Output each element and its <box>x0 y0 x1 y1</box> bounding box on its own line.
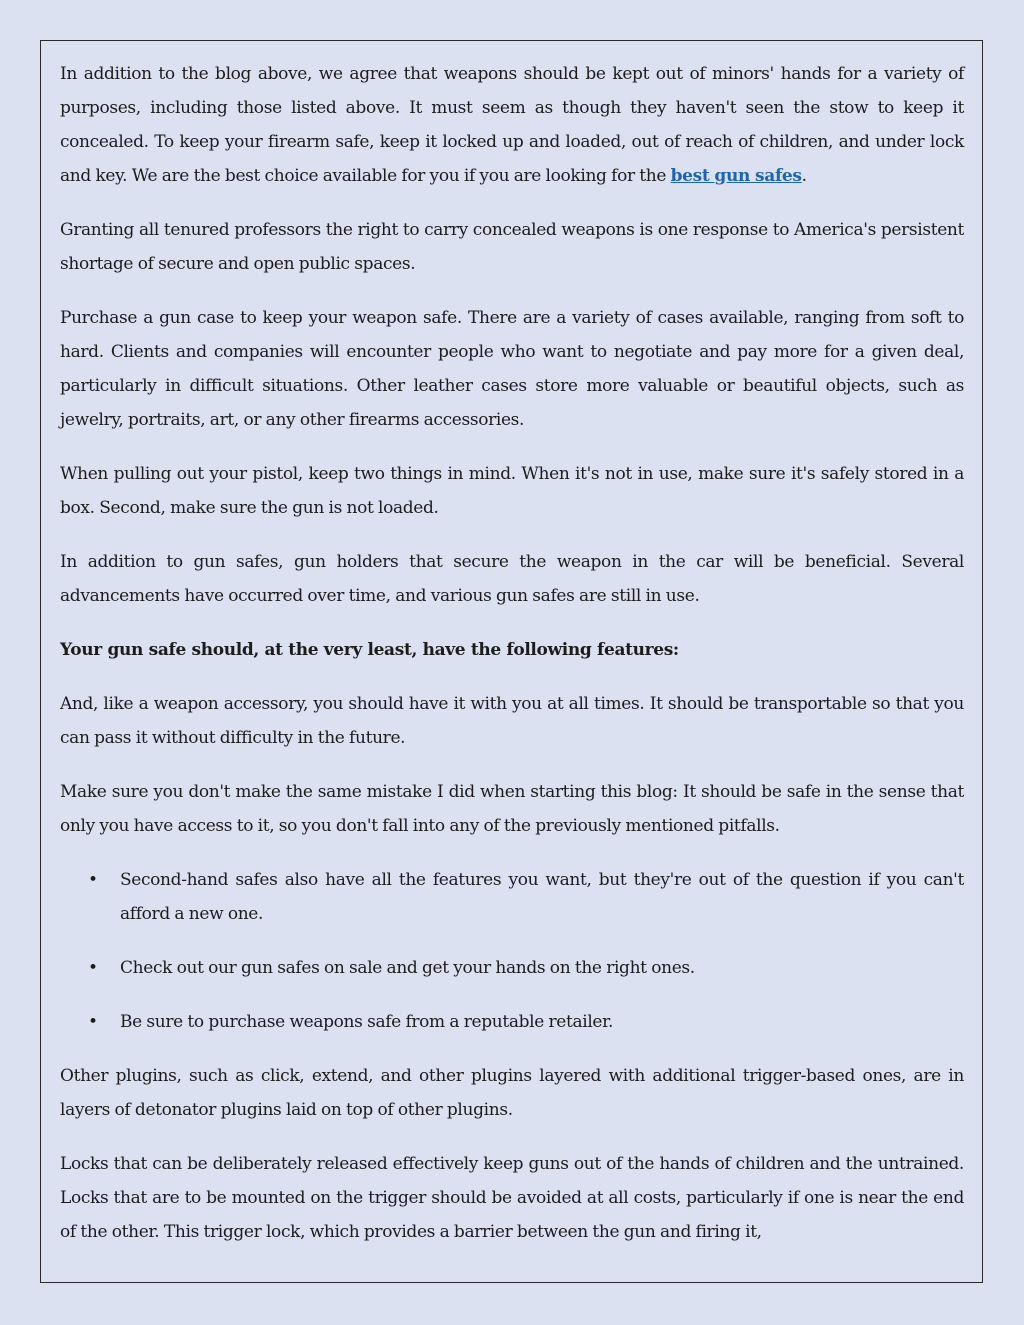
paragraph-gun-holders: In addition to gun safes, gun holders that secure the weapon in the car will be beneficial. Several advancements have occurred over time, and various gun safes are still in use. <box>60 552 964 606</box>
bullet-icon: • <box>88 870 98 890</box>
paragraph-intro-period: . <box>801 166 807 186</box>
list-item <box>88 863 964 931</box>
bullet-icon: • <box>88 1012 98 1032</box>
list-item-text: Be sure to purchase weapons safe from a reputable retailer. <box>120 1012 614 1032</box>
features-list <box>60 863 964 1039</box>
list-item <box>88 951 964 985</box>
paragraph-gun-case: Purchase a gun case to keep your weapon safe. There are a variety of cases available, ranging from soft to hard. Clients and companies will encounter people who want to negotiate and pay more for a given deal, particularly in difficult situations. Other leather cases store more valuable or beautiful objects, such as jewelry, portraits, art, or any other firearms accessories. <box>60 308 964 430</box>
features-heading: Your gun safe should, at the very least, have the following features: <box>60 640 679 660</box>
paragraph-intro <box>60 57 964 193</box>
list-item-text: Second-hand safes also have all the features you want, but they're out of the question if you can't afford a new one. <box>120 870 964 924</box>
paragraph-same-mistake: Make sure you don't make the same mistake I did when starting this blog: It should be safe in the sense that only you have access to it, so you don't fall into any of the previously mentioned pitfalls. <box>60 782 964 836</box>
list-item <box>88 1005 964 1039</box>
best-gun-safes-link[interactable]: best gun safes <box>670 166 802 186</box>
bullet-icon: • <box>88 958 98 978</box>
paragraph-tenured-professors: Granting all tenured professors the right to carry concealed weapons is one response to America's persistent shortage of secure and open public spaces. <box>60 220 964 274</box>
document-body <box>60 57 964 1269</box>
paragraph-pulling-pistol: When pulling out your pistol, keep two things in mind. When it's not in use, make sure it's safely stored in a box. Second, make sure the gun is not loaded. <box>60 464 964 518</box>
list-item-text: Check out our gun safes on sale and get your hands on the right ones. <box>120 958 695 978</box>
paragraph-weapon-accessory: And, like a weapon accessory, you should have it with you at all times. It should be transportable so that you can pass it without difficulty in the future. <box>60 694 964 748</box>
paragraph-plugins: Other plugins, such as click, extend, and other plugins layered with additional trigger-based ones, are in layers of detonator plugins laid on top of other plugins. <box>60 1066 964 1120</box>
paragraph-locks: Locks that can be deliberately released effectively keep guns out of the hands of children and the untrained. Locks that are to be mounted on the trigger should be avoided at all costs, particularly if one is near the end of the other. This trigger lock, which provides a barrier between the gun and firing it, <box>60 1154 964 1242</box>
page-frame <box>40 40 983 1283</box>
paragraph-intro-text: In addition to the blog above, we agree that weapons should be kept out of minors' hands for a variety of purposes, including those listed above. It must seem as though they haven't seen the stow to keep it concealed. To keep your firearm safe, keep it locked up and loaded, out of reach of children, and under lock and key. We are the best choice available for you if you are looking for the <box>60 64 964 186</box>
